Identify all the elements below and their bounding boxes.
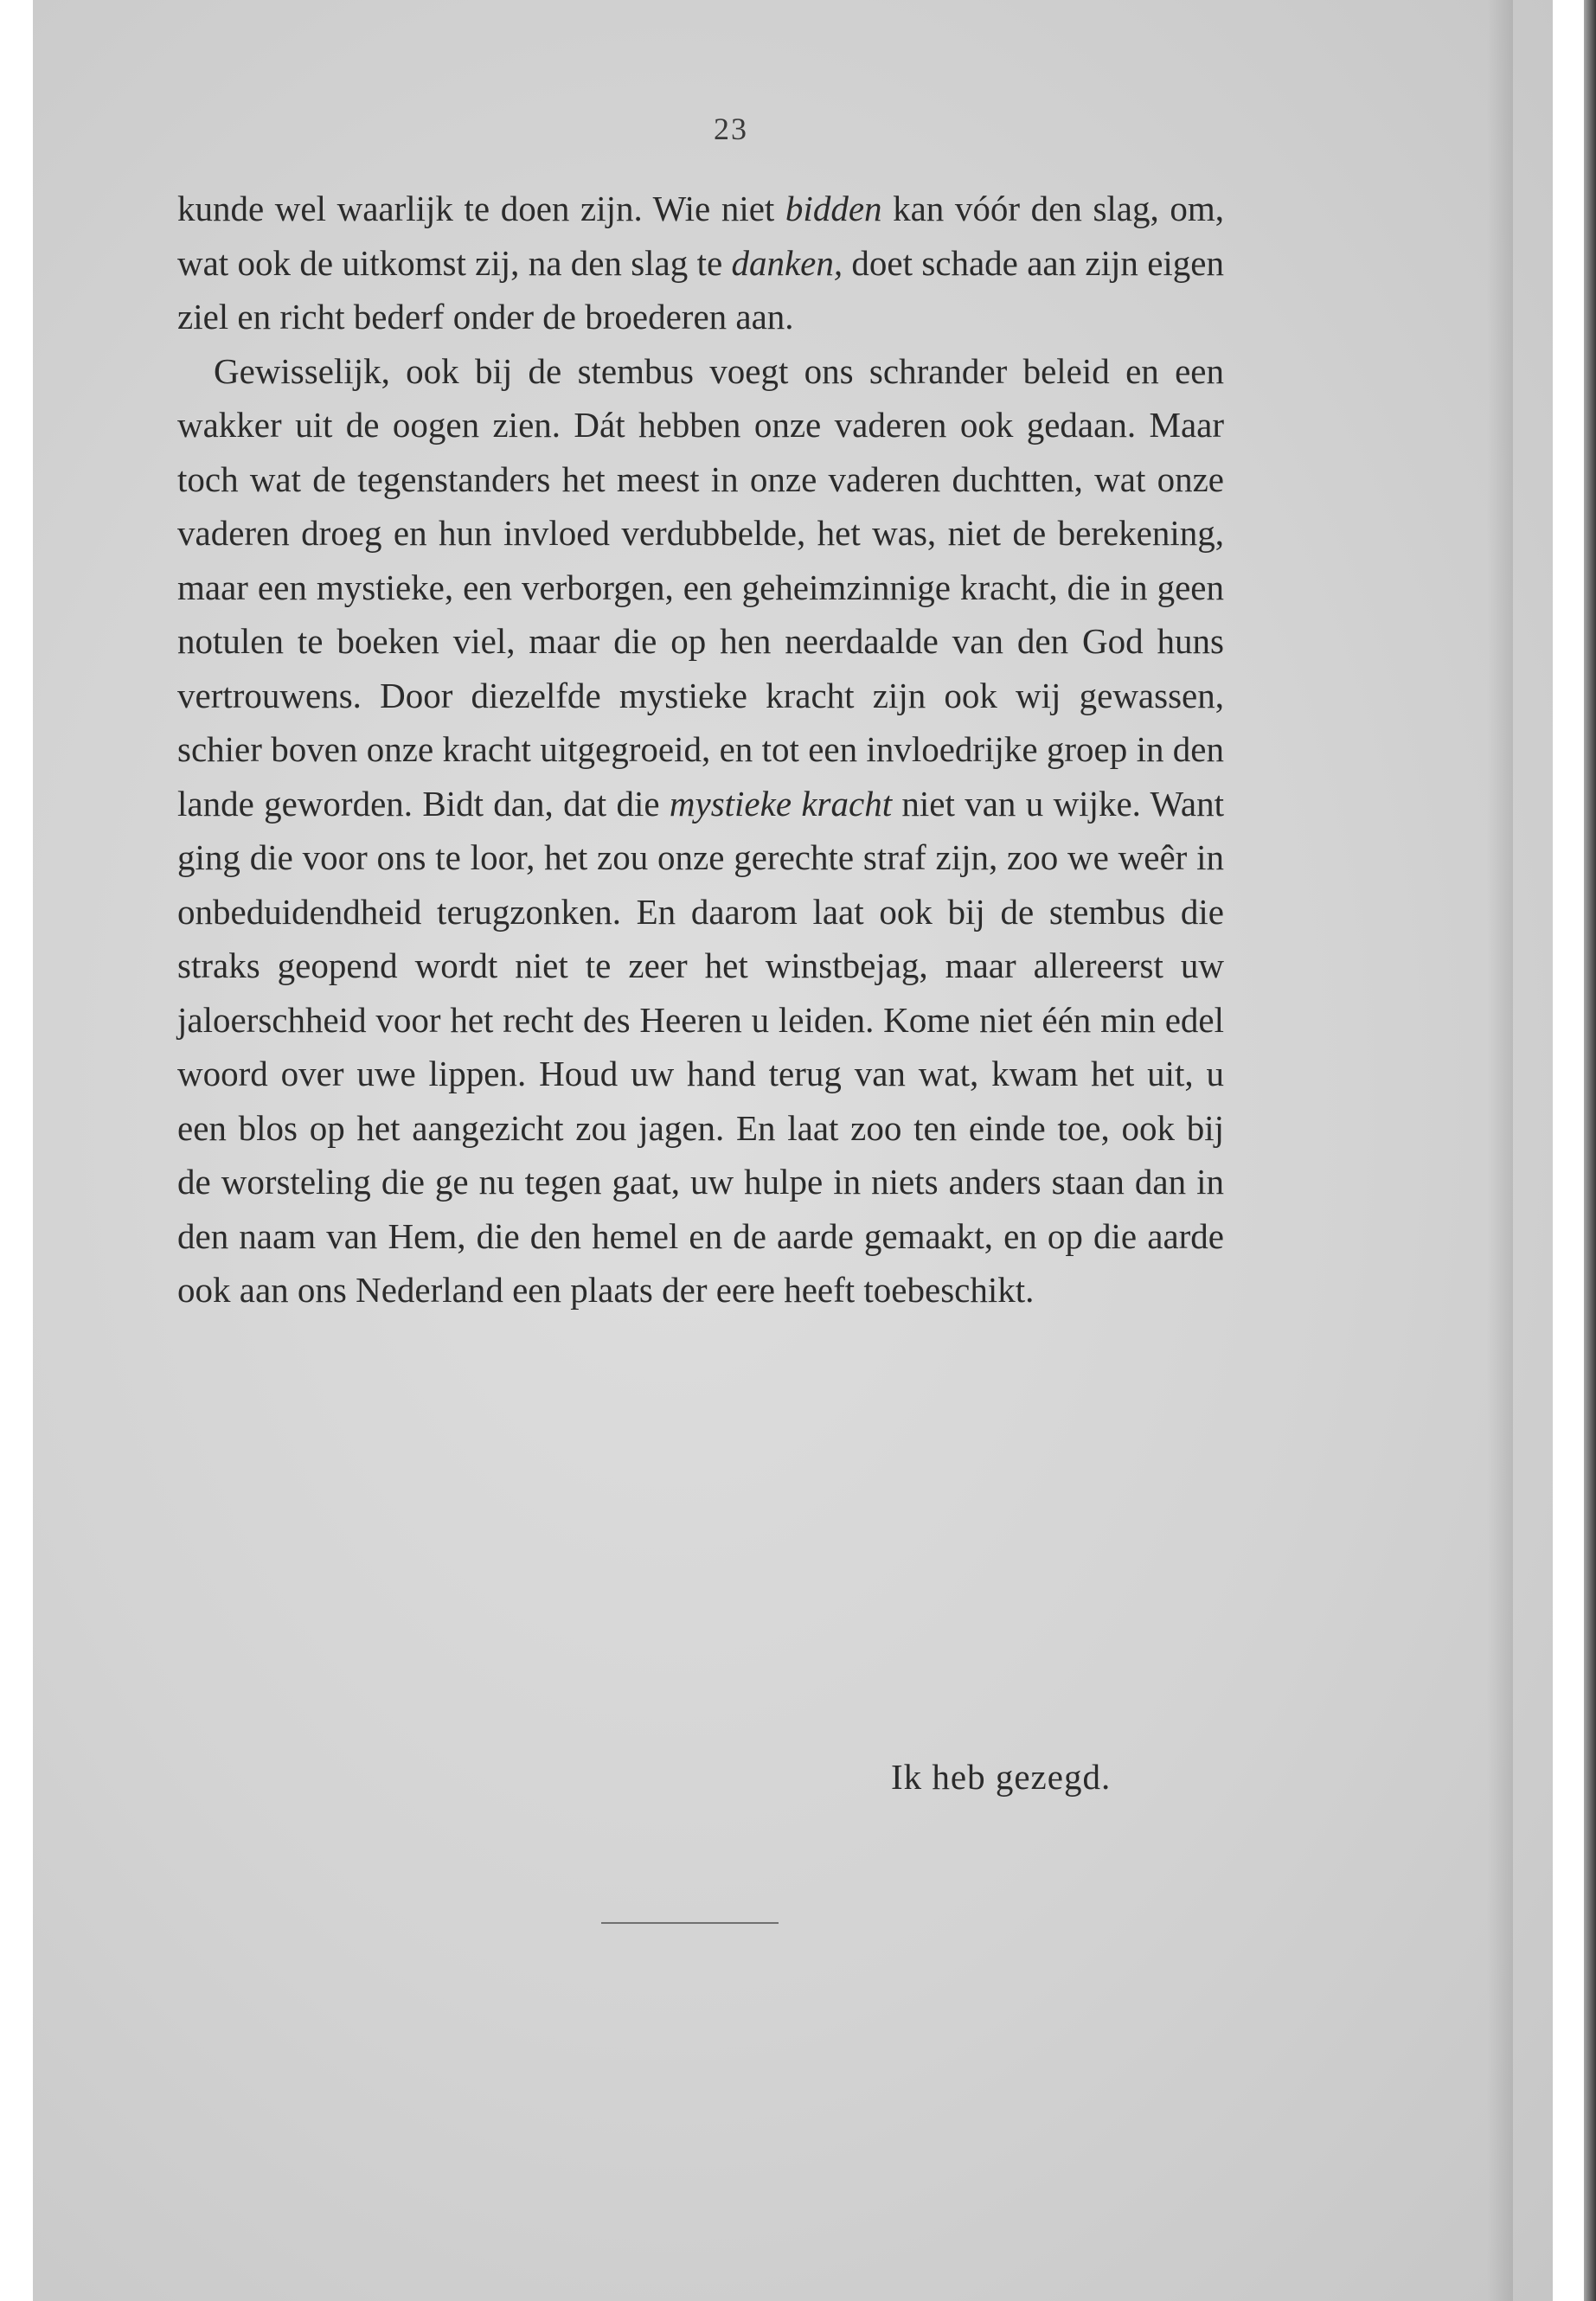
paragraph-1-part-1: kunde wel waarlijk te doen zijn. Wie niet (177, 189, 785, 228)
paragraph-2-part-1: Gewisselijk, ook bij de stembus voegt ons schrander beleid en een wakker uit de oogen zien. Dát hebben onze vaderen ook gedaan. Maar toch wat de tegenstanders het meest in onze vaderen duchtten, wat onze vaderen droeg en hun invloed verdubbelde, het was, niet de berekening, maar een mystieke, een verborgen, een geheimzinnige kracht, die in geen notulen te boeken viel, maar die op hen neerdaalde van den God huns vertrouwens. Door diezelfde mystieke kracht zijn ook wij gewassen, schier boven onze kracht uitgegroeid, en tot een invloedrijke groep in den lande geworden. Bidt dan, dat die (177, 350, 1224, 824)
paragraph-2 (177, 344, 1224, 1317)
book-spine-edge (1584, 0, 1596, 2301)
signoff: Ik heb gezegd. (891, 1757, 1112, 1797)
closing-rule (601, 1922, 779, 1924)
page-number: 23 (714, 112, 748, 146)
paragraph-1-part-2: kan vóór den slag, om, wat ook de uitkomst zij, na den slag te (177, 189, 1224, 283)
paragraph-2-emphasis-mystieke-kracht: mystieke kracht (669, 783, 893, 824)
paragraph-2-part-2: niet van u wijke. Want ging die voor ons te loor, het zou onze gerechte straf zijn, zoo we weêr in onbeduidendheid terugzonken. En daarom laat ook bij de stembus die straks geopend wordt niet te zeer het winstbejag, maar allereerst uw jaloerschheid voor het recht des Heeren u leiden. Kome niet één min edel woord over uwe lippen. Houd uw hand terug van wat, kwam het uit, u een blos op het aangezicht zou jagen. En laat zoo ten einde toe, ook bij de worsteling die ge nu tegen gaat, uw hulpe in niets anders staan dan in den naam van Hem, die den hemel en de aarde gemaakt, en op die aarde ook aan ons Nederland een plaats der eere heeft toebeschikt. (177, 783, 1224, 1310)
paragraph-1 (177, 182, 1224, 344)
page-edge-shadow (1487, 0, 1513, 2301)
paragraph-1-part-3: doet schade aan zijn eigen ziel en richt bederf onder de broederen aan. (177, 242, 1224, 336)
body-text (177, 182, 1224, 1317)
paragraph-1-emphasis-danken: danken, (731, 242, 843, 283)
paragraph-1-emphasis-bidden: bidden (785, 189, 882, 228)
